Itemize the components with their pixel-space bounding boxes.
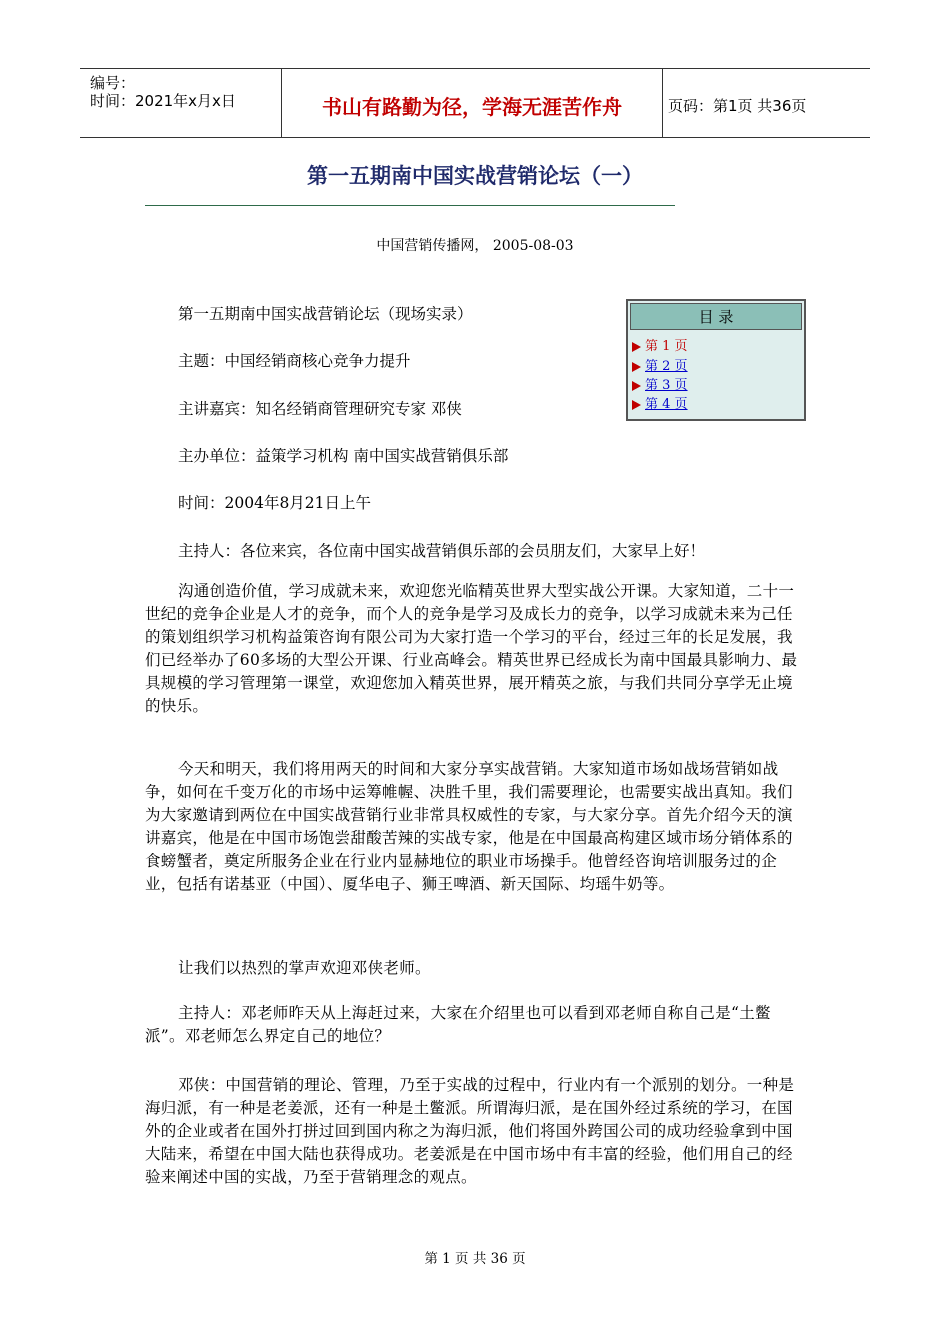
- toc-item[interactable]: [632, 357, 688, 376]
- body-paragraph: 主持人：邓老师昨天从上海赶过来，大家在介绍里也可以看到邓老师自称自己是“土鳖派”。邓老师怎么界定自己的地位？: [145, 1004, 771, 1045]
- toc-link[interactable]: 第 4 页: [645, 397, 688, 412]
- arrow-right-icon: [632, 342, 641, 352]
- date-line: 时间：2021年x月x日: [90, 92, 236, 110]
- arrow-right-icon: [632, 381, 641, 391]
- motto-text: 书山有路勤为径，学海无涯苦作舟: [322, 95, 622, 119]
- arrow-right-icon: [632, 362, 641, 372]
- header-meta-cell: [80, 69, 280, 137]
- toc-heading: 目 录: [630, 303, 802, 330]
- toc-link[interactable]: 第 3 页: [645, 378, 688, 393]
- body-paragraph: 沟通创造价值，学习成就未来，欢迎您光临精英世界大型实战公开课。大家知道，二十一世纪的竞争企业是人才的竞争，而个人的竞争是学习及成长力的竞争，以学习成就未来为己任的策划组织学习机构益策咨询有限公司为大家打造一个学习的平台，经过三年的长足发展，我们已经举办了60多场的大型公开课、行业高峰会。精英世界已经成长为南中国最具影响力、最具规模的学习管理第一课堂，欢迎您加入精英世界，展开精英之旅，与我们共同分享学无止境的快乐。: [145, 582, 798, 715]
- toc-link[interactable]: 第 2 页: [645, 359, 688, 374]
- intro-line: 时间：2004年8月21日上午: [178, 494, 372, 512]
- body-paragraph: 邓侠：中国营销的理论、管理，乃至于实战的过程中，行业内有一个派别的划分。一种是海归派，有一种是老姜派，还有一种是土鳖派。所谓海归派，是在国外经过系统的学习，在国外的企业或者在国外打拼过回到国内称之为海归派，他们将国外跨国公司的成功经验拿到中国大陆来，希望在中国大陆也获得成功。老姜派是在中国市场中有丰富的经验，他们用自己的经验来阐述中国的实战，乃至于营销理念的观点。: [145, 1076, 795, 1186]
- document-header: [80, 68, 870, 138]
- body-paragraph: 让我们以热烈的掌声欢迎邓侠老师。: [178, 959, 431, 977]
- title-divider: [145, 205, 675, 206]
- intro-line: 主讲嘉宾：知名经销商管理研究专家 邓侠: [178, 400, 462, 418]
- intro-line: 主办单位：益策学习机构 南中国实战营销俱乐部: [178, 447, 509, 465]
- source-line: 中国营销传播网， 2005-08-03: [376, 238, 574, 254]
- body-paragraph: 今天和明天，我们将用两天的时间和大家分享实战营销。大家知道市场如战场营销如战争，如何在千变万化的市场中运筹帷幄、决胜千里，我们需要理论，也需要实战出真知。我们为大家邀请到两位在中国实战营销行业非常具权威性的专家，与大家分享。首先介绍今天的演讲嘉宾，他是在中国市场饱尝甜酸苦辣的实战专家，他是在中国最高构建区域市场分销体系的食螃蟹者，奠定所服务企业在行业内显赫地位的职业市场操手。他曾经咨询培训服务过的企业，包括有诺基亚（中国）、厦华电子、狮王啤酒、新天国际、均瑶牛奶等。: [145, 760, 793, 893]
- intro-line: 主题：中国经销商核心竞争力提升: [178, 352, 411, 370]
- article-title: 第一五期南中国实战营销论坛（一）: [307, 164, 643, 188]
- toc-link[interactable]: 第 1 页: [645, 339, 688, 354]
- arrow-right-icon: [632, 400, 641, 410]
- page-info: 页码：第1页 共36页: [668, 97, 807, 115]
- toc-item[interactable]: [632, 337, 688, 356]
- table-of-contents: [626, 299, 806, 421]
- intro-line: 主持人：各位来宾，各位南中国实战营销俱乐部的会员朋友们，大家早上好！: [178, 542, 706, 560]
- code-label: 编号：: [90, 74, 136, 92]
- page-footer: 第 1 页 共 36 页: [424, 1251, 526, 1267]
- header-page-cell: [662, 69, 870, 137]
- toc-item[interactable]: [632, 376, 688, 395]
- intro-line: 第一五期南中国实战营销论坛（现场实录）: [178, 305, 473, 323]
- toc-item[interactable]: [632, 395, 688, 414]
- header-motto-cell: [281, 69, 663, 137]
